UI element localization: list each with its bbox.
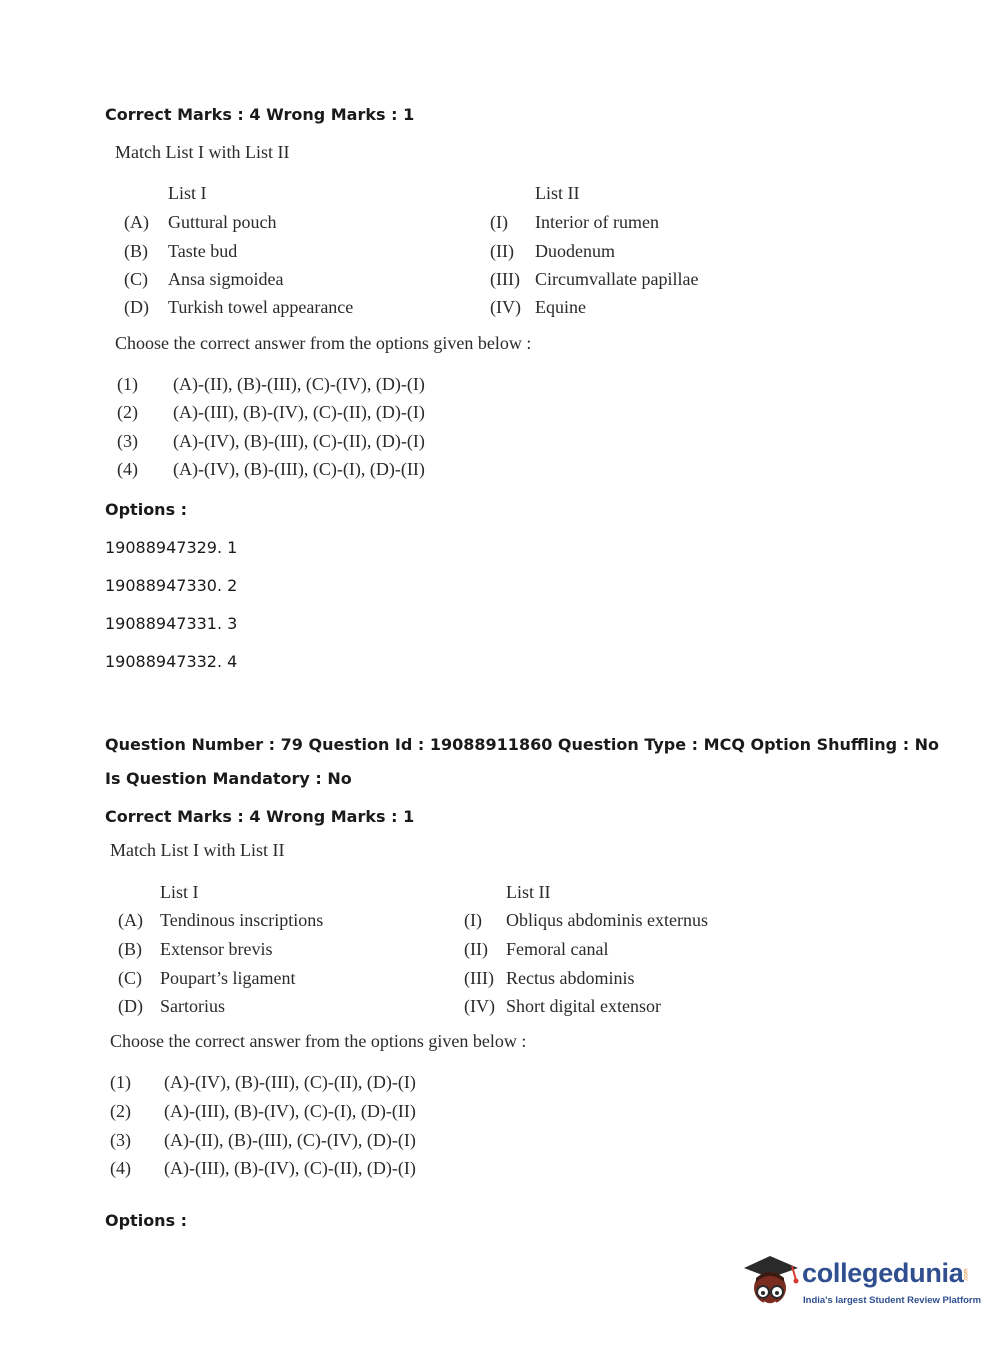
q78-list1-label: (A) (124, 212, 149, 232)
q79-answer-number: (2) (110, 1101, 131, 1121)
q79-list2-label: (II) (464, 939, 488, 959)
q78-answer-text: (A)-(IV), (B)-(III), (C)-(II), (D)-(I) (173, 431, 425, 451)
q78-list1-item: Turkish towel appearance (168, 297, 354, 317)
q78-list2-item: Interior of rumen (535, 212, 659, 232)
q79-answer-number: (1) (110, 1072, 131, 1092)
mascot-icon (740, 1248, 804, 1318)
q78-answer-number: (4) (117, 459, 138, 479)
q78-list1-item: Guttural pouch (168, 212, 277, 232)
q78-list1-label: (B) (124, 241, 148, 261)
q78-list2-item: Circumvallate papillae (535, 269, 699, 289)
q79-header-line: Question Number : 79 Question Id : 19088911860 Question Type : MCQ Option Shuffling : No (105, 735, 940, 754)
q78-marks-line: Correct Marks : 4 Wrong Marks : 1 (105, 105, 415, 124)
q79-list1-item: Extensor brevis (160, 939, 273, 959)
q78-list1-item: Ansa sigmoidea (168, 269, 284, 289)
q79-answer-text: (A)-(II), (B)-(III), (C)-(IV), (D)-(I) (164, 1130, 416, 1150)
q79-answer-text: (A)-(III), (B)-(IV), (C)-(I), (D)-(II) (164, 1101, 416, 1121)
q79-list2-item: Short digital extensor (506, 996, 661, 1016)
logo-tagline: India's largest Student Review Platform (803, 1295, 982, 1306)
q78-list2-label: (II) (490, 241, 514, 261)
q78-option-id: 19088947330. 2 (105, 576, 238, 595)
q79-choose-text: Choose the correct answer from the options given below : (110, 1031, 527, 1051)
q79-list1-item: Tendinous inscriptions (160, 910, 324, 930)
q78-option-id: 19088947332. 4 (105, 652, 238, 671)
q78-list1-item: Taste bud (168, 241, 238, 261)
q78-answer-text: (A)-(III), (B)-(IV), (C)-(II), (D)-(I) (173, 402, 425, 422)
logo-suffix: .com (963, 1268, 970, 1282)
q78-answer-number: (2) (117, 402, 138, 422)
q78-list1-label: (C) (124, 269, 148, 289)
q79-list2-item: Femoral canal (506, 939, 609, 959)
q78-answer-text: (A)-(II), (B)-(III), (C)-(IV), (D)-(I) (173, 374, 425, 394)
q79-list2-header: List II (506, 882, 551, 902)
q78-list2-item: Duodenum (535, 241, 615, 261)
q78-option-id: 19088947329. 1 (105, 538, 238, 557)
q79-marks-line: Correct Marks : 4 Wrong Marks : 1 (105, 807, 415, 826)
q79-list1-label: (A) (118, 910, 143, 930)
q78-list2-item: Equine (535, 297, 586, 317)
q79-answer-text: (A)-(IV), (B)-(III), (C)-(II), (D)-(I) (164, 1072, 416, 1092)
q79-answer-number: (4) (110, 1158, 131, 1178)
q78-list1-header: List I (168, 183, 207, 203)
q78-option-id: 19088947331. 3 (105, 614, 238, 633)
q79-list1-label: (B) (118, 939, 142, 959)
q79-instruction: Match List I with List II (110, 840, 285, 860)
q79-list1-label: (C) (118, 968, 142, 988)
q79-list1-label: (D) (118, 996, 143, 1016)
q79-list1-item: Poupart’s ligament (160, 968, 296, 988)
q78-answer-text: (A)-(IV), (B)-(III), (C)-(I), (D)-(II) (173, 459, 425, 479)
q79-list1-header: List I (160, 882, 199, 902)
q78-instruction: Match List I with List II (115, 142, 290, 162)
q78-options-label: Options : (105, 500, 188, 519)
q79-list2-item: Obliqus abdominis externus (506, 910, 708, 930)
q79-list2-item: Rectus abdominis (506, 968, 635, 988)
q78-list2-header: List II (535, 183, 580, 203)
q79-answer-number: (3) (110, 1130, 131, 1150)
q79-mandatory-line: Is Question Mandatory : No (105, 769, 352, 788)
q79-answer-text: (A)-(III), (B)-(IV), (C)-(II), (D)-(I) (164, 1158, 416, 1178)
q78-list2-label: (I) (490, 212, 508, 232)
logo-wordmark: collegedunia (802, 1258, 964, 1288)
q79-list2-label: (I) (464, 910, 482, 930)
q78-list2-label: (IV) (490, 297, 521, 317)
q79-list1-item: Sartorius (160, 996, 225, 1016)
q78-list2-label: (III) (490, 269, 520, 289)
q78-choose-text: Choose the correct answer from the options given below : (115, 333, 532, 353)
q78-answer-number: (3) (117, 431, 138, 451)
collegedunia-logo (740, 1248, 982, 1318)
q78-answer-number: (1) (117, 374, 138, 394)
q79-list2-label: (III) (464, 968, 494, 988)
q79-list2-label: (IV) (464, 996, 495, 1016)
q79-options-label: Options : (105, 1211, 188, 1230)
q78-list1-label: (D) (124, 297, 149, 317)
